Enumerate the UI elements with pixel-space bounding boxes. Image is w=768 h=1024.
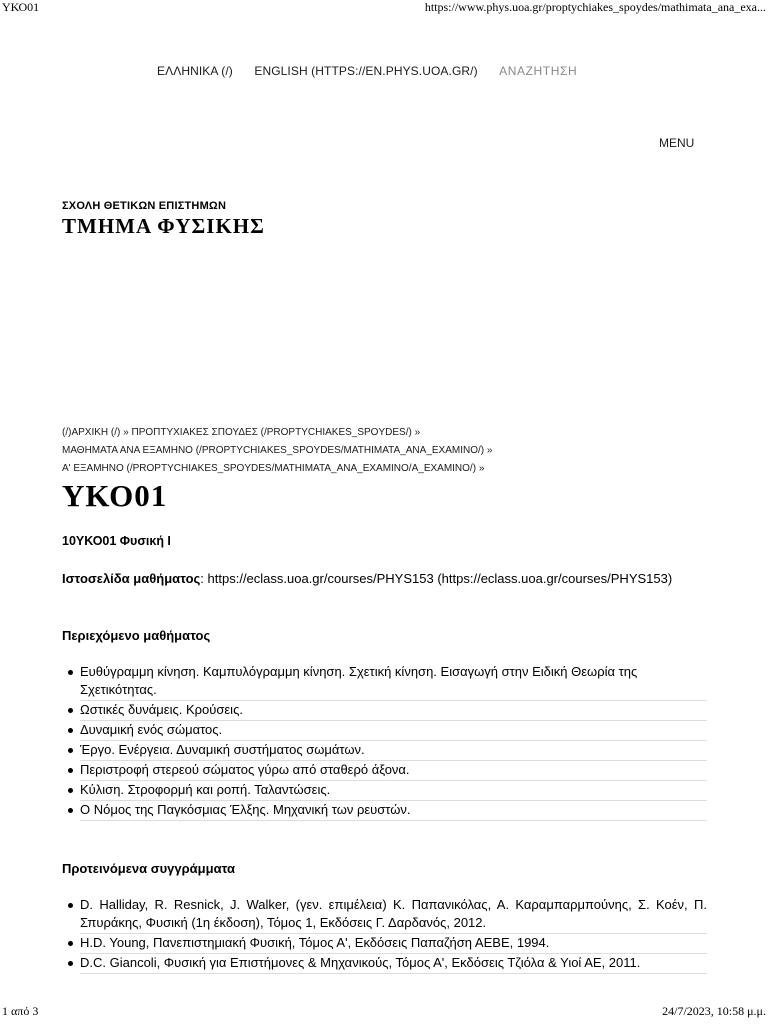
print-datetime: 24/7/2023, 10:58 μ.μ. (662, 1004, 766, 1018)
list-item-text: H.D. Young, Πανεπιστημιακή Φυσική, Τόμος Α', Εκδόσεις Παπαζήση ΑΕΒΕ, 1994. (80, 934, 707, 954)
breadcrumb-line-3 (62, 460, 702, 478)
course-code-title: 10ΥΚΟ01 Φυσική Ι (62, 534, 171, 548)
print-footer (0, 1004, 768, 1020)
list-item (62, 761, 707, 781)
list-item (62, 701, 707, 721)
breadcrumb-separator: » (123, 427, 129, 438)
list-item-text: Κύλιση. Στροφορμή και ροπή. Ταλαντώσεις. (80, 781, 707, 801)
lang-english-link[interactable]: ENGLISH (HTTPS://EN.PHYS.UOA.GR/) (254, 64, 478, 78)
list-item-text: Δυναμική ενός σώματος. (80, 721, 707, 741)
list-item (62, 934, 707, 954)
menu-button[interactable]: MENU (659, 136, 695, 150)
list-item-text: Ο Νόμος της Παγκόσμιας Έλξης. Μηχανική των ρευστών. (80, 801, 707, 821)
list-item-text: Ωστικές δυνάμεις. Κρούσεις. (80, 701, 707, 721)
breadcrumb-line-2 (62, 442, 702, 460)
list-item (62, 801, 707, 821)
list-item (62, 954, 707, 974)
breadcrumb-first-semester[interactable]: Α' ΕΞΑΜΗΝΟ (/PROPTYCHIAKES_SPOYDES/MATHIMATA_ANA_EXAMINO/A_EXAMINO/) (62, 463, 477, 474)
books-list (62, 896, 707, 974)
top-navigation (157, 64, 595, 78)
faculty-name: ΣΧΟΛΗ ΘΕΤΙΚΩΝ ΕΠΙΣΤΗΜΩΝ (62, 200, 227, 212)
list-item (62, 781, 707, 801)
list-item (62, 663, 707, 701)
list-item-text: D. Halliday, R. Resnick, J. Walker, (γεν. επιμέλεια) Κ. Παπανικόλας, Α. Καραμπαρμπούνης, Σ. Κοέν, Π. Σπυράκης, Φυσική (1η έκδοση), Τόμος 1, Εκδόσεις Γ. Δαρδανός, 2012. (80, 896, 707, 934)
list-item-text: D.C. Giancoli, Φυσική για Επιστήμονες & Μηχανικούς, Τόμος Α', Εκδόσεις Τζιόλα & Υιοί ΑΕ, 2011. (80, 954, 707, 974)
print-header-title: ΥΚΟ01 (2, 0, 40, 14)
list-item (62, 741, 707, 761)
lang-greek-link[interactable]: ΕΛΛΗΝΙΚΑ (/) (157, 64, 233, 78)
content-heading: Περιεχόμενο μαθήματος (62, 628, 211, 643)
course-website-colon: : (200, 571, 204, 586)
breadcrumb-undergraduate[interactable]: ΠΡΟΠΤΥΧΙΑΚΕΣ ΣΠΟΥΔΕΣ (/PROPTYCHIAKES_SPOYDES/) (131, 427, 412, 438)
list-item (62, 896, 707, 934)
course-website (62, 569, 707, 588)
department-name[interactable]: ΤΜΗΜΑ ΦΥΣΙΚΗΣ (62, 214, 265, 238)
course-website-label: Ιστοσελίδα μαθήματος (62, 571, 201, 586)
list-item (62, 721, 707, 741)
breadcrumb-courses-by-semester[interactable]: ΜΑΘΗΜΑΤΑ ΑΝΑ ΕΞΑΜΗΝΟ (/PROPTYCHIAKES_SPOYDES/MATHIMATA_ANA_EXAMINO/) (62, 445, 485, 456)
breadcrumb (62, 424, 702, 478)
content-list (62, 663, 707, 821)
course-website-link[interactable]: https://eclass.uoa.gr/courses/PHYS153 (207, 571, 434, 586)
course-website-url: (https://eclass.uoa.gr/courses/PHYS153) (437, 571, 673, 586)
breadcrumb-separator: » (414, 427, 421, 438)
page-number: 1 από 3 (2, 1004, 39, 1018)
page-title: ΥΚΟ01 (62, 478, 168, 513)
breadcrumb-home[interactable]: (/)ΑΡΧΙΚΗ (/) (62, 427, 121, 438)
list-item-text: Περιστροφή στερεού σώματος γύρω από σταθερό άξονα. (80, 761, 707, 781)
books-heading: Προτεινόμενα συγγράμματα (62, 861, 236, 876)
print-header (0, 0, 768, 16)
list-item-text: Έργο. Ενέργεια. Δυναμική συστήματος σωμάτων. (80, 741, 707, 761)
breadcrumb-separator: » (478, 463, 485, 474)
breadcrumb-separator: » (486, 445, 493, 456)
breadcrumb-line-1 (62, 424, 702, 442)
print-header-url: https://www.phys.uoa.gr/proptychiakes_spoydes/mathimata_ana_exa... (424, 0, 766, 14)
list-item-text: Ευθύγραμμη κίνηση. Καμπυλόγραμμη κίνηση. Σχετική κίνηση. Εισαγωγή στην Ειδική Θεωρία της Σχετικότητας. (80, 663, 707, 701)
search-link[interactable]: ΑΝΑΖΗΤΗΣΗ (499, 64, 578, 78)
